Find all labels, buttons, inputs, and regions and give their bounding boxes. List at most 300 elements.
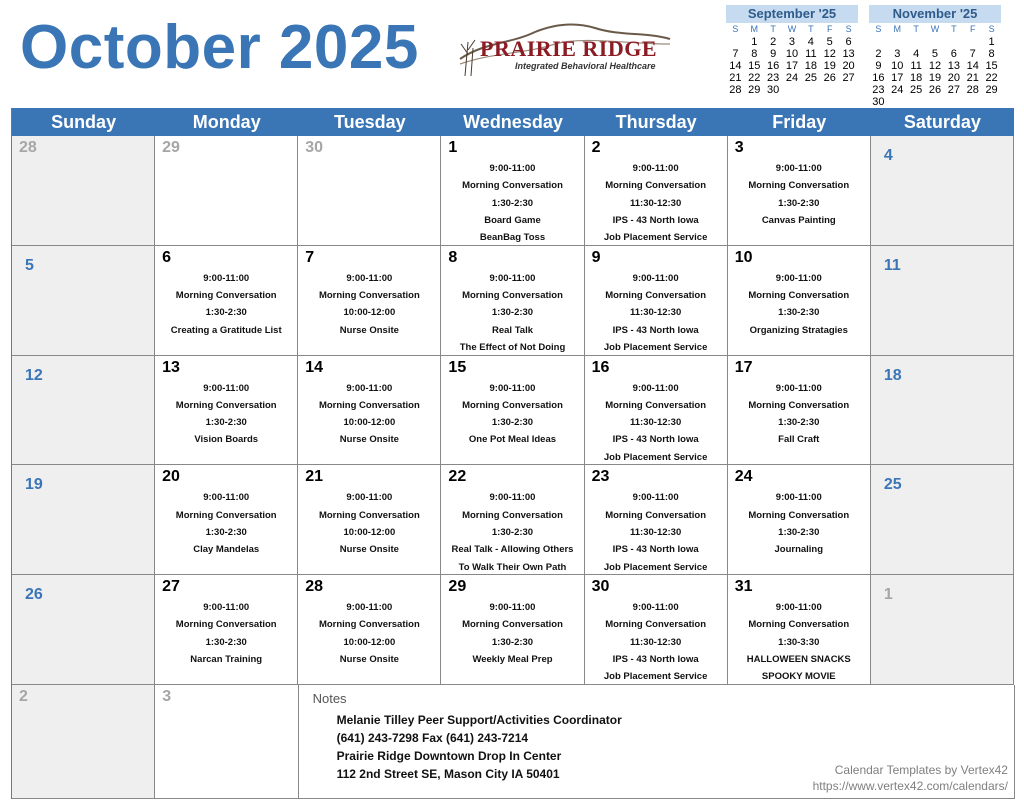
mini-day: 11 [805, 48, 817, 60]
event-line: 9:00-11:00 [203, 492, 250, 504]
day-number: 31 [734, 578, 753, 596]
mini-weekday: F [826, 24, 833, 34]
event-line: IPS - 43 North Iowa [612, 654, 699, 666]
week-row [12, 356, 1014, 466]
day-cell [155, 465, 298, 575]
event-line: Morning Conversation [462, 399, 563, 411]
event-line: IPS - 43 North Iowa [612, 324, 699, 336]
event-line: Organizing Stratagies [749, 324, 848, 336]
event-line: Morning Conversation [748, 399, 850, 411]
mini-day [944, 36, 963, 48]
event-line: 1:30-2:30 [205, 526, 247, 538]
event-line: 9:00-11:00 [632, 163, 679, 174]
day-number: 3 [734, 139, 744, 156]
event-line: Morning Conversation [605, 399, 707, 411]
mini-day: 13 [842, 48, 855, 60]
prairie-ridge-logo [455, 14, 675, 84]
day-cell [871, 136, 1014, 246]
event-line: Creating a Gratitude List [170, 324, 282, 336]
day-cell [298, 575, 441, 685]
event-line: Clay Mandelas [193, 544, 260, 556]
mini-day: 23 [872, 84, 885, 96]
weekday-header [12, 108, 1014, 136]
day-cell [585, 246, 728, 356]
mini-calendar-week [869, 96, 1001, 108]
day-number: 24 [734, 468, 753, 486]
event-list [728, 380, 870, 449]
event-line: 11:30-12:30 [630, 526, 682, 538]
day-cell [298, 136, 441, 246]
event-list [298, 380, 440, 449]
mini-day: 9 [770, 48, 777, 60]
event-list [585, 160, 727, 246]
event-line: 9:00-11:00 [346, 492, 393, 504]
mini-day: 3 [788, 36, 796, 48]
event-line: To Walk Their Own Path [458, 561, 567, 573]
event-line: Morning Conversation [748, 509, 850, 521]
day-number: 25 [883, 476, 902, 494]
event-line: 10:00-12:00 [343, 636, 396, 648]
mini-day: 12 [928, 60, 942, 72]
mini-day: 26 [823, 72, 836, 84]
mini-weekday: S [988, 24, 995, 34]
event-line: Morning Conversation [175, 399, 277, 411]
event-line: Journaling [774, 544, 824, 556]
event-line: 9:00-11:00 [203, 602, 250, 614]
mini-day: 21 [729, 72, 742, 84]
event-line: 9:00-11:00 [775, 163, 822, 174]
event-line: 9:00-11:00 [489, 492, 536, 504]
notes-line: 112 2nd Street SE, Mason City IA 50401 [336, 766, 560, 781]
event-line: Canvas Painting [761, 214, 836, 226]
event-list [298, 270, 440, 339]
event-line: 1:30-2:30 [778, 417, 820, 429]
day-cell [155, 246, 298, 356]
mini-day: 22 [748, 72, 761, 84]
event-line: 9:00-11:00 [203, 272, 250, 284]
event-line: SPOOKY MOVIE [761, 671, 836, 683]
mini-day: 23 [767, 72, 780, 84]
mini-calendar-week [726, 36, 858, 48]
event-line: Real Talk - Allowing Others [451, 544, 574, 556]
day-cell [585, 465, 728, 575]
mini-day: 14 [729, 60, 742, 72]
event-line: Job Placement Service [603, 561, 708, 573]
footer [813, 762, 1008, 794]
event-line: 1:30-2:30 [491, 636, 534, 648]
event-line: The Effect of Not Doing [459, 341, 566, 353]
day-number: 19 [25, 476, 43, 494]
mini-day [926, 36, 945, 48]
event-line: BeanBag Toss [479, 232, 546, 244]
event-line: Nurse Onsite [339, 434, 399, 446]
event-line: Job Placement Service [603, 451, 708, 463]
day-cell [298, 356, 441, 466]
event-line: IPS - 43 North Iowa [612, 544, 699, 556]
mini-calendar-title: September '25 [726, 5, 858, 23]
event-line: 9:00-11:00 [489, 602, 536, 614]
day-cell [12, 685, 155, 799]
footer-url: https://www.vertex42.com/calendars/ [812, 778, 1008, 793]
event-line: Job Placement Service [603, 232, 708, 244]
weekday-label: Wednesday [463, 112, 563, 132]
event-line: 11:30-12:30 [630, 417, 682, 429]
day-cell [441, 575, 584, 685]
day-cell [728, 575, 871, 685]
event-list [298, 489, 440, 558]
event-line: Morning Conversation [748, 290, 850, 302]
mini-calendar-week [869, 48, 1001, 60]
day-number: 8 [448, 248, 458, 266]
event-line: Morning Conversation [175, 509, 277, 521]
event-line: 11:30-12:30 [630, 636, 682, 648]
mini-day: 27 [947, 84, 960, 96]
event-line: Morning Conversation [748, 180, 850, 192]
day-number: 1 [448, 139, 458, 156]
weekday-label: Saturday [903, 112, 981, 132]
mini-day: 15 [748, 60, 761, 72]
event-line: 1:30-3:30 [778, 636, 820, 648]
event-list [585, 270, 727, 356]
mini-day: 14 [966, 60, 979, 72]
day-number: 10 [734, 248, 753, 266]
mini-day: 30 [872, 96, 885, 108]
mini-weekday: F [969, 24, 976, 34]
mini-day: 3 [894, 48, 901, 60]
mini-day [907, 96, 926, 108]
mini-day: 17 [785, 60, 799, 72]
day-number: 16 [591, 358, 610, 376]
mini-calendar-weekdays [869, 23, 1001, 36]
mini-day [944, 96, 963, 108]
mini-day: 28 [729, 84, 742, 96]
event-line: Real Talk [491, 324, 533, 336]
mini-day: 30 [767, 84, 780, 96]
day-number: 30 [305, 139, 324, 156]
day-number: 29 [448, 578, 467, 596]
day-number: 4 [883, 147, 893, 164]
day-number: 15 [448, 358, 467, 376]
weekday-label: Friday [772, 112, 827, 132]
day-cell [441, 356, 584, 466]
event-line: Nurse Onsite [339, 324, 399, 336]
mini-day [820, 84, 839, 96]
event-line: Weekly Meal Prep [472, 654, 553, 666]
event-line: Morning Conversation [175, 290, 277, 302]
mini-day: 9 [875, 60, 882, 72]
event-list [585, 380, 727, 466]
mini-day: 10 [891, 60, 904, 72]
event-list [155, 270, 297, 339]
notes-row [12, 685, 1014, 799]
day-number: 22 [448, 468, 467, 486]
day-number: 12 [25, 366, 43, 384]
day-number: 2 [19, 687, 28, 705]
day-cell [155, 575, 298, 685]
mini-weekday: T [808, 24, 814, 34]
event-line: Board Game [484, 214, 541, 226]
event-list [728, 270, 870, 339]
event-list [585, 489, 727, 575]
mini-day: 5 [931, 48, 939, 60]
day-number: 20 [162, 468, 180, 486]
mini-day [963, 36, 982, 48]
event-line: 1:30-2:30 [778, 307, 820, 319]
event-line: HALLOWEEN SNACKS [746, 654, 851, 666]
day-number: 18 [883, 366, 902, 384]
mini-day: 7 [732, 48, 739, 60]
event-line: 1:30-2:30 [205, 417, 247, 429]
mini-calendar-week [726, 72, 858, 84]
mini-day: 6 [845, 36, 852, 48]
day-cell [585, 136, 728, 246]
day-cell [728, 356, 871, 466]
footer-credit: Calendar Templates by Vertex42 [834, 762, 1008, 777]
event-list [441, 599, 583, 668]
day-cell [155, 356, 298, 466]
mini-calendar-week [869, 60, 1001, 72]
mini-day [888, 96, 907, 108]
mini-calendar-week [726, 60, 858, 72]
event-line: Morning Conversation [605, 180, 707, 192]
day-number: 3 [162, 687, 172, 705]
mini-day: 20 [842, 60, 855, 72]
event-list [155, 489, 297, 558]
mini-weekday: S [732, 24, 739, 34]
day-number: 7 [305, 248, 315, 266]
event-list [441, 380, 583, 449]
notes-box [299, 685, 1015, 799]
mini-day: 16 [872, 72, 885, 84]
event-list [441, 489, 583, 575]
event-line: 9:00-11:00 [775, 602, 822, 614]
event-line: One Pot Meal Ideas [468, 434, 557, 446]
day-number: 28 [305, 578, 324, 596]
mini-day [801, 84, 820, 96]
day-cell [298, 465, 441, 575]
mini-day: 24 [891, 84, 904, 96]
day-cell [441, 246, 584, 356]
event-list [155, 380, 297, 449]
day-number: 30 [591, 578, 610, 596]
mini-calendar-week [726, 84, 858, 96]
event-line: 9:00-11:00 [632, 602, 679, 614]
day-number: 29 [162, 139, 180, 156]
event-line: 9:00-11:00 [775, 272, 822, 284]
event-line: Morning Conversation [748, 619, 850, 631]
mini-calendar [869, 5, 1001, 108]
notes-line: Melanie Tilley Peer Support/Activities Coordinator [336, 712, 622, 727]
mini-day: 8 [988, 48, 995, 60]
event-line: Morning Conversation [605, 619, 707, 631]
event-line: IPS - 43 North Iowa [612, 214, 699, 226]
day-cell [12, 575, 155, 685]
mini-weekday: T [770, 24, 776, 34]
day-number: 2 [591, 139, 601, 156]
mini-weekday: M [893, 24, 902, 34]
mini-day: 24 [785, 72, 799, 84]
mini-day: 16 [767, 60, 780, 72]
event-line: Morning Conversation [175, 619, 277, 631]
mini-day: 29 [985, 84, 998, 96]
event-line: 1:30-2:30 [491, 526, 534, 538]
event-line: Vision Boards [194, 434, 259, 446]
mini-weekday: T [913, 24, 919, 34]
mini-day: 21 [966, 72, 979, 84]
mini-day: 26 [928, 84, 942, 96]
event-line: 9:00-11:00 [346, 272, 393, 284]
day-cell [298, 246, 441, 356]
mini-calendar-weekdays [726, 23, 858, 36]
mini-day [726, 36, 745, 48]
mini-day: 15 [985, 60, 998, 72]
day-number: 28 [19, 139, 37, 156]
page-title: October 2025 [20, 13, 419, 82]
mini-day [783, 84, 802, 96]
day-cell [155, 136, 298, 246]
event-line: 9:00-11:00 [489, 272, 536, 284]
mini-day: 29 [748, 84, 761, 96]
day-cell [12, 465, 155, 575]
mini-weekday: W [787, 24, 797, 34]
event-line: 11:30-12:30 [630, 307, 682, 319]
mini-day [888, 36, 907, 48]
mini-day [963, 96, 982, 108]
event-line: Morning Conversation [462, 180, 563, 192]
mini-day: 19 [823, 60, 836, 72]
day-cell [871, 246, 1014, 356]
event-line: Fall Craft [778, 434, 820, 446]
weekday-label: Monday [192, 112, 261, 132]
mini-day [926, 96, 945, 108]
event-line: 9:00-11:00 [632, 382, 679, 394]
mini-weekday: T [951, 24, 957, 34]
day-number: 21 [305, 468, 324, 486]
event-line: 10:00-12:00 [343, 417, 396, 429]
event-line: 9:00-11:00 [632, 492, 679, 504]
week-row [12, 136, 1014, 246]
mini-weekday: W [930, 24, 940, 34]
week-row [12, 575, 1014, 685]
event-line: 9:00-11:00 [775, 492, 822, 504]
day-cell [441, 465, 584, 575]
event-list [298, 599, 440, 668]
event-line: 10:00-12:00 [343, 526, 396, 538]
mini-day: 5 [826, 36, 833, 48]
event-line: 10:00-12:00 [343, 307, 396, 319]
day-cell [441, 136, 584, 246]
event-line: Morning Conversation [318, 509, 420, 521]
mini-day: 27 [842, 72, 855, 84]
mini-weekday: S [845, 24, 852, 34]
mini-calendar-week [726, 48, 858, 60]
event-line: 9:00-11:00 [203, 382, 250, 394]
mini-weekday: S [875, 24, 882, 34]
day-cell [155, 685, 298, 799]
mini-day: 25 [804, 72, 817, 84]
event-line: Nurse Onsite [339, 544, 399, 556]
mini-day [907, 36, 926, 48]
event-line: 1:30-2:30 [491, 197, 534, 209]
event-line: 9:00-11:00 [775, 382, 822, 394]
day-number: 11 [883, 256, 901, 274]
day-cell [871, 575, 1014, 685]
event-line: Nurse Onsite [339, 654, 399, 666]
day-cell [585, 356, 728, 466]
event-line: 1:30-2:30 [778, 526, 820, 538]
mini-day: 11 [910, 60, 922, 72]
mini-day: 18 [910, 72, 923, 84]
event-line: Morning Conversation [462, 619, 563, 631]
mini-day [839, 84, 858, 96]
notes-lines [337, 711, 622, 783]
mini-weekday: M [750, 24, 759, 34]
logo-name: PRAIRIE RIDGE [480, 36, 658, 61]
event-line: Narcan Training [190, 654, 263, 666]
mini-day: 25 [910, 84, 923, 96]
notes-line: Prairie Ridge Downtown Drop In Center [336, 748, 562, 763]
event-list [728, 489, 870, 558]
logo-tagline: Integrated Behavioral Healthcare [515, 61, 656, 71]
event-list [585, 599, 727, 685]
event-line: 9:00-11:00 [346, 602, 393, 614]
day-number: 13 [162, 358, 180, 376]
weekday-label: Tuesday [334, 112, 406, 132]
day-cell [12, 246, 155, 356]
event-line: 1:30-2:30 [778, 197, 820, 209]
event-line: Morning Conversation [462, 290, 563, 302]
event-list [441, 270, 583, 356]
mini-day: 7 [969, 48, 976, 60]
event-line: Morning Conversation [605, 290, 707, 302]
notes-label: Notes [312, 690, 347, 706]
calendar-grid [11, 108, 1014, 799]
day-cell [585, 575, 728, 685]
event-line: 9:00-11:00 [346, 382, 393, 394]
mini-day: 19 [928, 72, 942, 84]
mini-day: 18 [804, 60, 817, 72]
mini-calendar-title: November '25 [869, 5, 1001, 23]
event-list [155, 599, 297, 668]
event-line: Job Placement Service [603, 671, 708, 683]
weekday-label: Sunday [51, 112, 117, 132]
event-line: Morning Conversation [318, 399, 420, 411]
mini-day: 8 [751, 48, 758, 60]
day-number: 6 [162, 248, 172, 266]
mini-day: 4 [913, 48, 920, 60]
day-cell [728, 246, 871, 356]
day-cell [12, 136, 155, 246]
day-number: 9 [591, 248, 601, 266]
event-line: 1:30-2:30 [205, 307, 247, 319]
event-list [728, 160, 870, 229]
mini-day: 4 [807, 36, 814, 48]
mini-day: 10 [785, 48, 799, 60]
event-line: Morning Conversation [318, 619, 420, 631]
event-line: 11:30-12:30 [630, 197, 682, 209]
day-cell [871, 465, 1014, 575]
event-list [441, 160, 583, 246]
day-number: 5 [25, 256, 34, 274]
day-number: 17 [734, 358, 753, 376]
notes-line: (641) 243-7298 Fax (641) 243-7214 [336, 730, 529, 745]
mini-day: 6 [950, 48, 957, 60]
mini-day: 1 [988, 36, 995, 48]
day-number: 1 [883, 586, 893, 604]
mini-day: 2 [875, 48, 882, 60]
mini-day: 22 [985, 72, 998, 84]
event-line: 9:00-11:00 [489, 163, 536, 174]
